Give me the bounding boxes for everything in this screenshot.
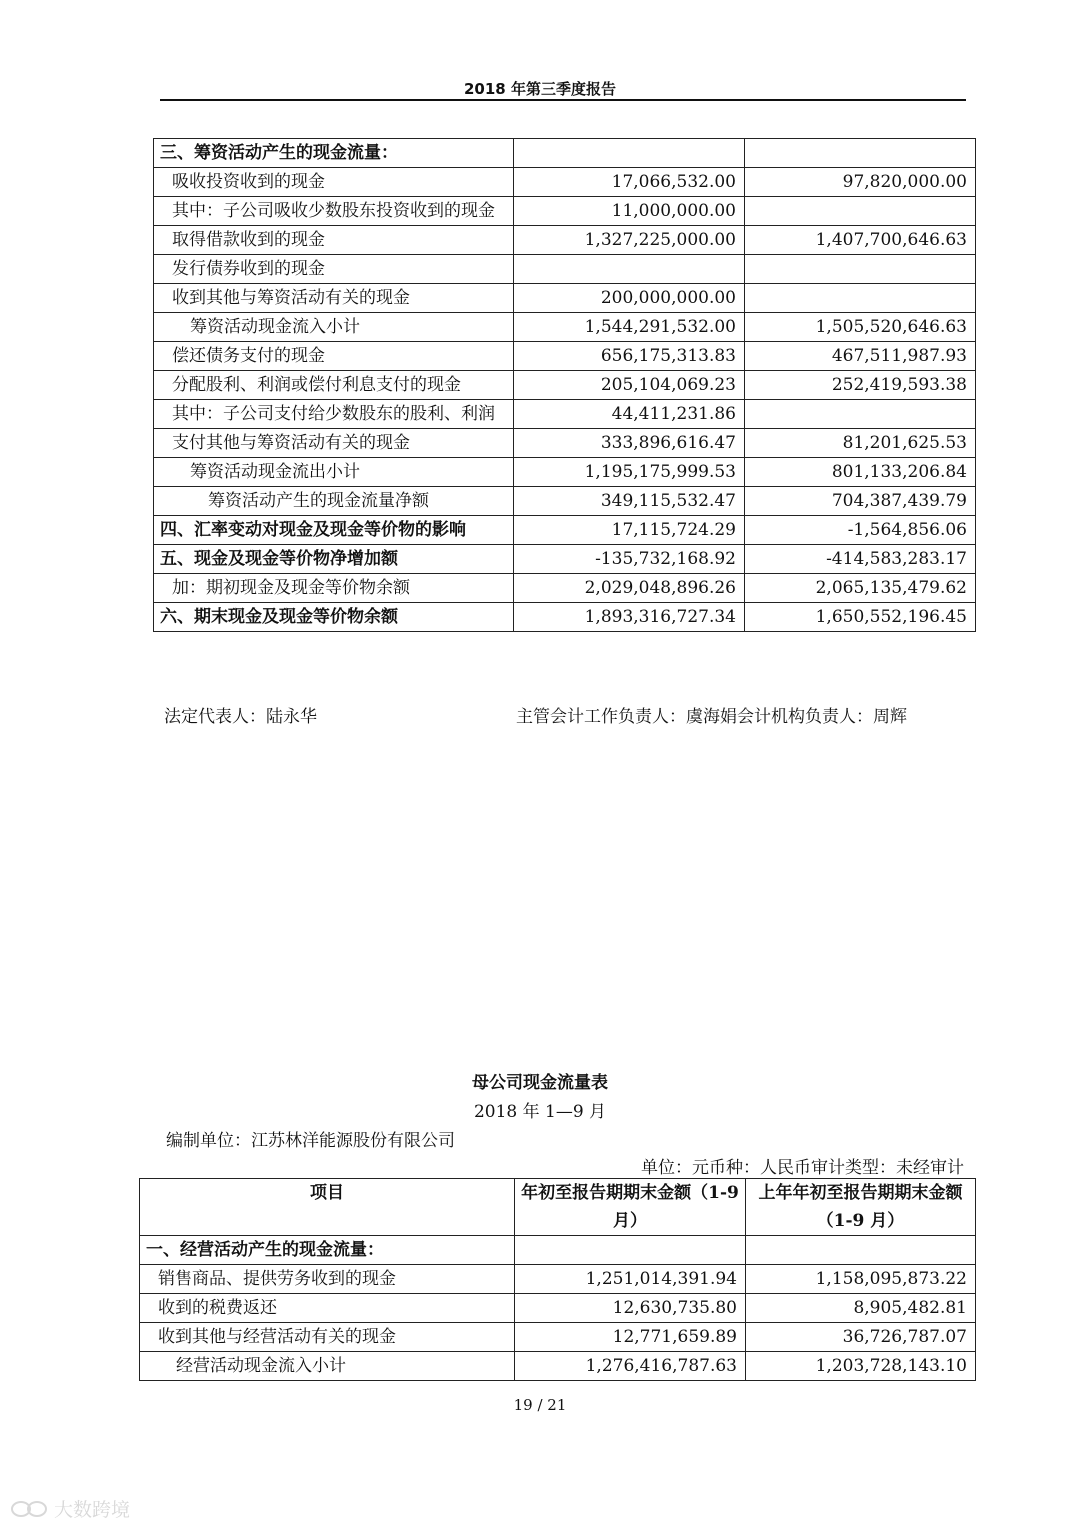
row-label: 其中：子公司支付给少数股东的股利、利润: [154, 400, 514, 429]
prior-value: 801,133,206.84: [745, 458, 976, 487]
current-value: 1,893,316,727.34: [514, 603, 745, 632]
table-row: [140, 1323, 976, 1352]
column-header-item: 项目: [140, 1179, 515, 1236]
table-row: [154, 168, 976, 197]
current-value: 12,771,659.89: [515, 1323, 746, 1352]
row-label: 五、现金及现金等价物净增加额: [154, 545, 514, 574]
table-row: [154, 342, 976, 371]
current-value: 11,000,000.00: [514, 197, 745, 226]
financing-cash-flow-table: [153, 138, 976, 632]
row-label: 加：期初现金及现金等价物余额: [154, 574, 514, 603]
row-label: 筹资活动产生的现金流量净额: [154, 487, 514, 516]
current-value: 1,327,225,000.00: [514, 226, 745, 255]
prior-value: 1,505,520,646.63: [745, 313, 976, 342]
table-row: [154, 226, 976, 255]
prior-value: [745, 400, 976, 429]
table-row: [154, 516, 976, 545]
row-label: 分配股利、利润或偿付利息支付的现金: [154, 371, 514, 400]
prior-value: 8,905,482.81: [746, 1294, 976, 1323]
table-row: [154, 545, 976, 574]
current-value: 44,411,231.86: [514, 400, 745, 429]
column-header-prior: 上年年初至报告期期末金额（1-9 月）: [746, 1179, 976, 1236]
prior-value: [745, 284, 976, 313]
prior-value: 704,387,439.79: [745, 487, 976, 516]
column-header-current: 年初至报告期期末金额（1-9 月）: [515, 1179, 746, 1236]
prior-value: 2,065,135,479.62: [745, 574, 976, 603]
current-value: [515, 1236, 746, 1265]
prior-value: -414,583,283.17: [745, 545, 976, 574]
parent-statement-title: 母公司现金流量表: [472, 1073, 608, 1093]
table-row: [154, 400, 976, 429]
table-row: [154, 255, 976, 284]
row-label: 支付其他与筹资活动有关的现金: [154, 429, 514, 458]
row-label: 一、经营活动产生的现金流量：: [140, 1236, 515, 1265]
parent-cash-flow-table: [139, 1178, 976, 1381]
current-value: 17,115,724.29: [514, 516, 745, 545]
table-row: [154, 429, 976, 458]
current-value: 200,000,000.00: [514, 284, 745, 313]
row-label: 偿还债务支付的现金: [154, 342, 514, 371]
prior-value: 467,511,987.93: [745, 342, 976, 371]
row-label: 销售商品、提供劳务收到的现金: [140, 1265, 515, 1294]
row-label: 收到其他与筹资活动有关的现金: [154, 284, 514, 313]
table-row: [154, 197, 976, 226]
current-value: [514, 139, 745, 168]
preparing-company: 编制单位：江苏林洋能源股份有限公司: [166, 1131, 455, 1151]
table-row: [140, 1352, 976, 1381]
unit-line: 单位：元币种：人民币审计类型：未经审计: [641, 1158, 964, 1178]
prior-value: 36,726,787.07: [746, 1323, 976, 1352]
current-value: 1,195,175,999.53: [514, 458, 745, 487]
current-value: 2,029,048,896.26: [514, 574, 745, 603]
current-value: -135,732,168.92: [514, 545, 745, 574]
accounting-signatures: 主管会计工作负责人：虞海娟会计机构负责人：周辉: [516, 707, 907, 727]
current-value: 349,115,532.47: [514, 487, 745, 516]
statement-period: 2018 年 1—9 月: [473, 1102, 607, 1122]
current-value: 17,066,532.00: [514, 168, 745, 197]
prior-value: [745, 197, 976, 226]
prior-value: [745, 139, 976, 168]
current-value: 205,104,069.23: [514, 371, 745, 400]
prior-value: 1,158,095,873.22: [746, 1265, 976, 1294]
watermark-text: 大数跨境: [54, 1499, 131, 1521]
table-row: [140, 1294, 976, 1323]
row-label: 筹资活动现金流出小计: [154, 458, 514, 487]
table-row: [154, 603, 976, 632]
prior-value: 1,650,552,196.45: [745, 603, 976, 632]
current-value: 333,896,616.47: [514, 429, 745, 458]
row-label: 经营活动现金流入小计: [140, 1352, 515, 1381]
prior-value: 252,419,593.38: [745, 371, 976, 400]
table-row: [154, 487, 976, 516]
prior-value: 81,201,625.53: [745, 429, 976, 458]
table-row: [154, 458, 976, 487]
watermark: [10, 1495, 130, 1522]
table-row: [154, 371, 976, 400]
chat-bubble-logo-icon: [10, 1499, 50, 1519]
current-value: 1,544,291,532.00: [514, 313, 745, 342]
row-label: 六、期末现金及现金等价物余额: [154, 603, 514, 632]
table-row: [140, 1236, 976, 1265]
current-value: 12,630,735.80: [515, 1294, 746, 1323]
prior-value: [746, 1236, 976, 1265]
table-header-row: [140, 1179, 976, 1236]
table-row: [154, 574, 976, 603]
report-header-title: 2018 年第三季度报告: [464, 80, 616, 98]
row-label: 收到其他与经营活动有关的现金: [140, 1323, 515, 1352]
current-value: [514, 255, 745, 284]
row-label: 发行债券收到的现金: [154, 255, 514, 284]
table-row: [140, 1265, 976, 1294]
row-label: 四、汇率变动对现金及现金等价物的影响: [154, 516, 514, 545]
prior-value: 1,203,728,143.10: [746, 1352, 976, 1381]
table-row: [154, 139, 976, 168]
current-value: 1,251,014,391.94: [515, 1265, 746, 1294]
table-row: [154, 284, 976, 313]
page-number: 19 / 21: [513, 1396, 567, 1414]
prior-value: [745, 255, 976, 284]
row-label: 收到的税费返还: [140, 1294, 515, 1323]
header-divider: [160, 99, 966, 101]
row-label: 吸收投资收到的现金: [154, 168, 514, 197]
current-value: 1,276,416,787.63: [515, 1352, 746, 1381]
row-label: 筹资活动现金流入小计: [154, 313, 514, 342]
current-value: 656,175,313.83: [514, 342, 745, 371]
row-label: 取得借款收到的现金: [154, 226, 514, 255]
prior-value: 97,820,000.00: [745, 168, 976, 197]
row-label: 其中：子公司吸收少数股东投资收到的现金: [154, 197, 514, 226]
row-label: 三、筹资活动产生的现金流量：: [154, 139, 514, 168]
table-row: [154, 313, 976, 342]
legal-representative: 法定代表人：陆永华: [164, 707, 317, 727]
prior-value: -1,564,856.06: [745, 516, 976, 545]
prior-value: 1,407,700,646.63: [745, 226, 976, 255]
